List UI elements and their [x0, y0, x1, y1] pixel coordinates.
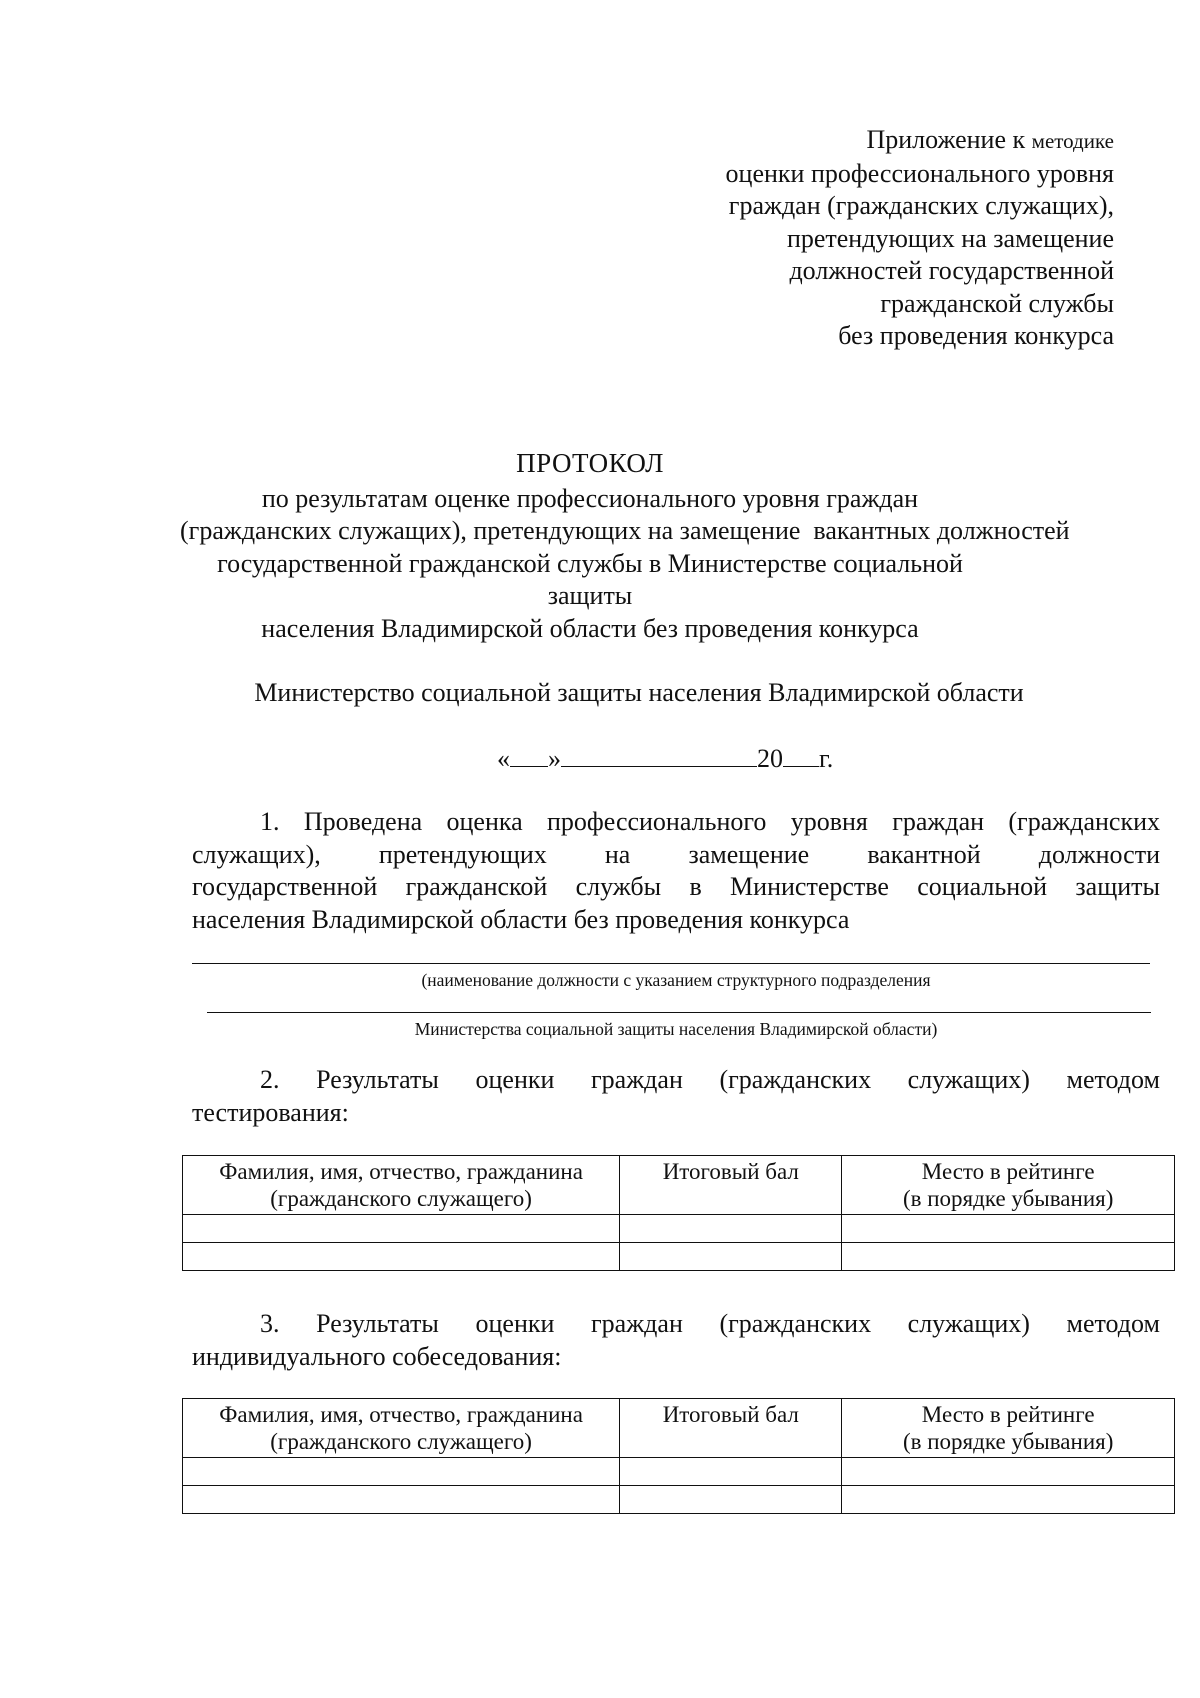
position-caption-2: Министерства социальной защиты населения Владимирской области) [414, 1019, 938, 1039]
header-full-name: Фамилия, имя, отчество, гражданина (гражданского служащего) [183, 1156, 620, 1215]
header-full-name: Фамилия, имя, отчество, гражданина (гражданского служащего) [183, 1399, 620, 1458]
position-rule-1 [192, 963, 1150, 964]
table-row [183, 1458, 1175, 1486]
testing-results-table [182, 1155, 1175, 1271]
section-1-text [192, 806, 1160, 936]
title-line-4: населения Владимирской области без проведения конкурса [261, 613, 919, 643]
header-rating-place: Место в рейтинге (в порядке убывания) [842, 1399, 1175, 1458]
annex-line-1: Приложение к методике [866, 125, 1114, 154]
cell-full-name [183, 1215, 620, 1243]
day-blank [510, 742, 548, 767]
annex-line-7: без проведения конкурса [838, 321, 1114, 350]
position-rule-2 [207, 1012, 1151, 1013]
protocol-heading: ПРОТОКОЛ [516, 448, 664, 478]
cell-rating-place [842, 1243, 1175, 1271]
date-open-quote: « [497, 744, 510, 773]
table-row [183, 1486, 1175, 1514]
section-1-line-1: 1. Проведена оценка профессионального уровня граждан (гражданских [260, 807, 1160, 836]
section-2-line-2: тестирования: [192, 1097, 349, 1127]
cell-rating-place [842, 1458, 1175, 1486]
cell-full-name [183, 1458, 620, 1486]
date-close-quote: » [548, 744, 561, 773]
table-row [183, 1215, 1175, 1243]
section-3-text [192, 1308, 1160, 1373]
ministry-name: Министерство социальной защиты населения Владимирской области [254, 678, 1024, 707]
date-line [497, 742, 833, 775]
table-header-row [183, 1399, 1175, 1458]
title-line-3: государственной гражданской службы в Министерстве социальной защиты [217, 548, 963, 610]
section-2-text [192, 1064, 1160, 1129]
year-suffix: г. [819, 744, 834, 773]
month-blank [561, 742, 757, 767]
header-rating-place: Место в рейтинге (в порядке убывания) [842, 1156, 1175, 1215]
position-caption-1: (наименование должности с указанием структурного подразделения [421, 970, 931, 990]
cell-full-name [183, 1486, 620, 1514]
table-header-row [183, 1156, 1175, 1215]
section-2-line-1: 2. Результаты оценки граждан (гражданских служащих) методом [260, 1065, 1160, 1094]
table-row [183, 1243, 1175, 1271]
year-prefix: 20 [757, 744, 783, 773]
section-3-line-1: 3. Результаты оценки граждан (гражданских служащих) методом [260, 1309, 1160, 1338]
cell-total-score [620, 1243, 842, 1271]
title-line-1: по результатам оценке профессионального уровня граждан [261, 483, 919, 513]
section-1-line-2: служащих), претендующих на замещение вакантной должности [192, 839, 1160, 869]
title-line-2: (гражданских служащих), претендующих на замещение вакантных должностей [180, 516, 1070, 545]
annex-note [726, 124, 1114, 353]
header-total-score: Итоговый бал [620, 1399, 842, 1458]
annex-line-6: гражданской службы [880, 288, 1114, 318]
cell-full-name [183, 1243, 620, 1271]
cell-total-score [620, 1458, 842, 1486]
cell-rating-place [842, 1215, 1175, 1243]
annex-line-2: оценки профессионального уровня [725, 158, 1114, 188]
header-total-score: Итоговый бал [620, 1156, 842, 1215]
annex-line-3: граждан (гражданских служащих), [728, 191, 1114, 220]
section-1-line-4: населения Владимирской области без проведения конкурса [192, 904, 850, 934]
cell-rating-place [842, 1486, 1175, 1514]
section-3-line-2: индивидуального собеседования: [192, 1341, 562, 1371]
protocol-title [180, 447, 1070, 645]
annex-line-4: претендующих на замещение [786, 223, 1114, 253]
cell-total-score [620, 1486, 842, 1514]
interview-results-table [182, 1398, 1175, 1514]
annex-line-5: должностей государственной [789, 256, 1114, 285]
year-blank [783, 742, 819, 767]
section-1-line-3: государственной гражданской службы в Министерстве социальной защиты [192, 872, 1160, 901]
cell-total-score [620, 1215, 842, 1243]
